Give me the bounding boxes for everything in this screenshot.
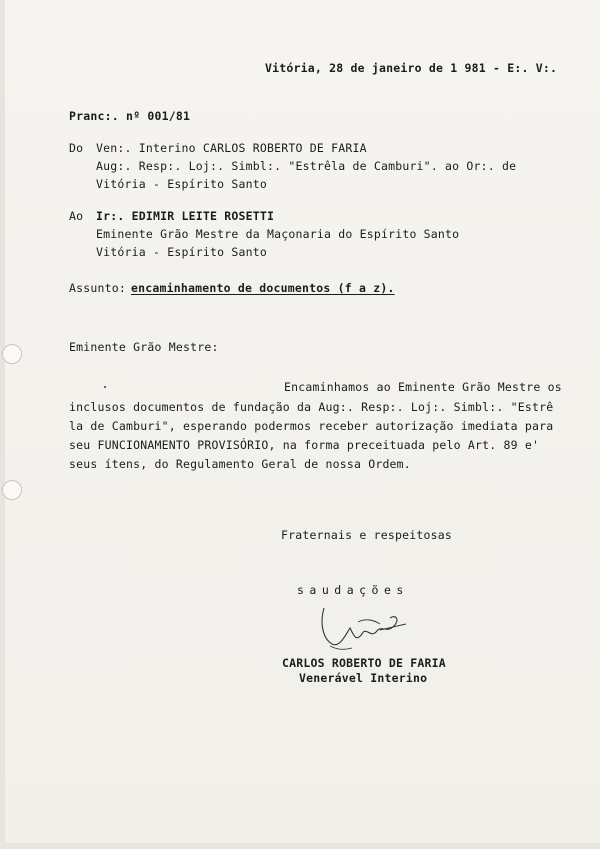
to-line-3: Vitória - Espírito Santo (96, 245, 267, 259)
signer-title: Venerável Interino (299, 671, 428, 685)
from-line-2: Aug:. Resp:. Loj:. Simbl:. "Estrêla de Camburi". ao Or:. de (96, 159, 517, 173)
to-prefix: Ao (69, 209, 84, 223)
closing-line-1: Fraternais e respeitosas (281, 528, 452, 542)
body-line-4: seu FUNCIONAMENTO PROVISÓRIO, na forma preceituada pelo Art. 89 e' (69, 438, 540, 452)
salutation: Eminente Grão Mestre: (69, 340, 219, 354)
to-line-2: Eminente Grão Mestre da Maçonaria do Espírito Santo (96, 227, 460, 241)
from-line-1: Ven:. Interino CARLOS ROBERTO DE FARIA (96, 141, 367, 155)
handwritten-signature (310, 604, 420, 664)
subject-label: Assunto: (69, 281, 126, 295)
page-bottom-edge (0, 843, 600, 849)
body-line-1: Encaminhamos ao Eminente Grão Mestre os (284, 380, 562, 394)
typewriter-mark (104, 386, 106, 388)
punch-hole (2, 480, 22, 500)
from-line-3: Vitória - Espírito Santo (96, 177, 267, 191)
body-line-3: la de Camburi", esperando podermos receber autorização imediata para (69, 419, 554, 433)
punch-hole (2, 344, 22, 364)
to-line-1: Ir:. EDIMIR LEITE ROSETTI (96, 209, 275, 223)
signer-name: CARLOS ROBERTO DE FARIA (282, 656, 446, 670)
body-line-2: inclusos documentos de fundação da Aug:. Resp:. Loj:. Simbl:. "Estrê (69, 400, 554, 414)
subject-value: encaminhamento de documentos (f a z). (131, 281, 395, 295)
place-date: Vitória, 28 de janeiro de 1 981 - E:. V:. (265, 61, 558, 75)
closing-line-2: saudações (297, 583, 409, 597)
reference-number: Pranc:. nº 001/81 (69, 109, 191, 123)
body-line-5: seus ítens, do Regulamento Geral de nossa Ordem. (69, 457, 411, 471)
page-left-edge (0, 0, 5, 849)
from-prefix: Do (69, 141, 84, 155)
